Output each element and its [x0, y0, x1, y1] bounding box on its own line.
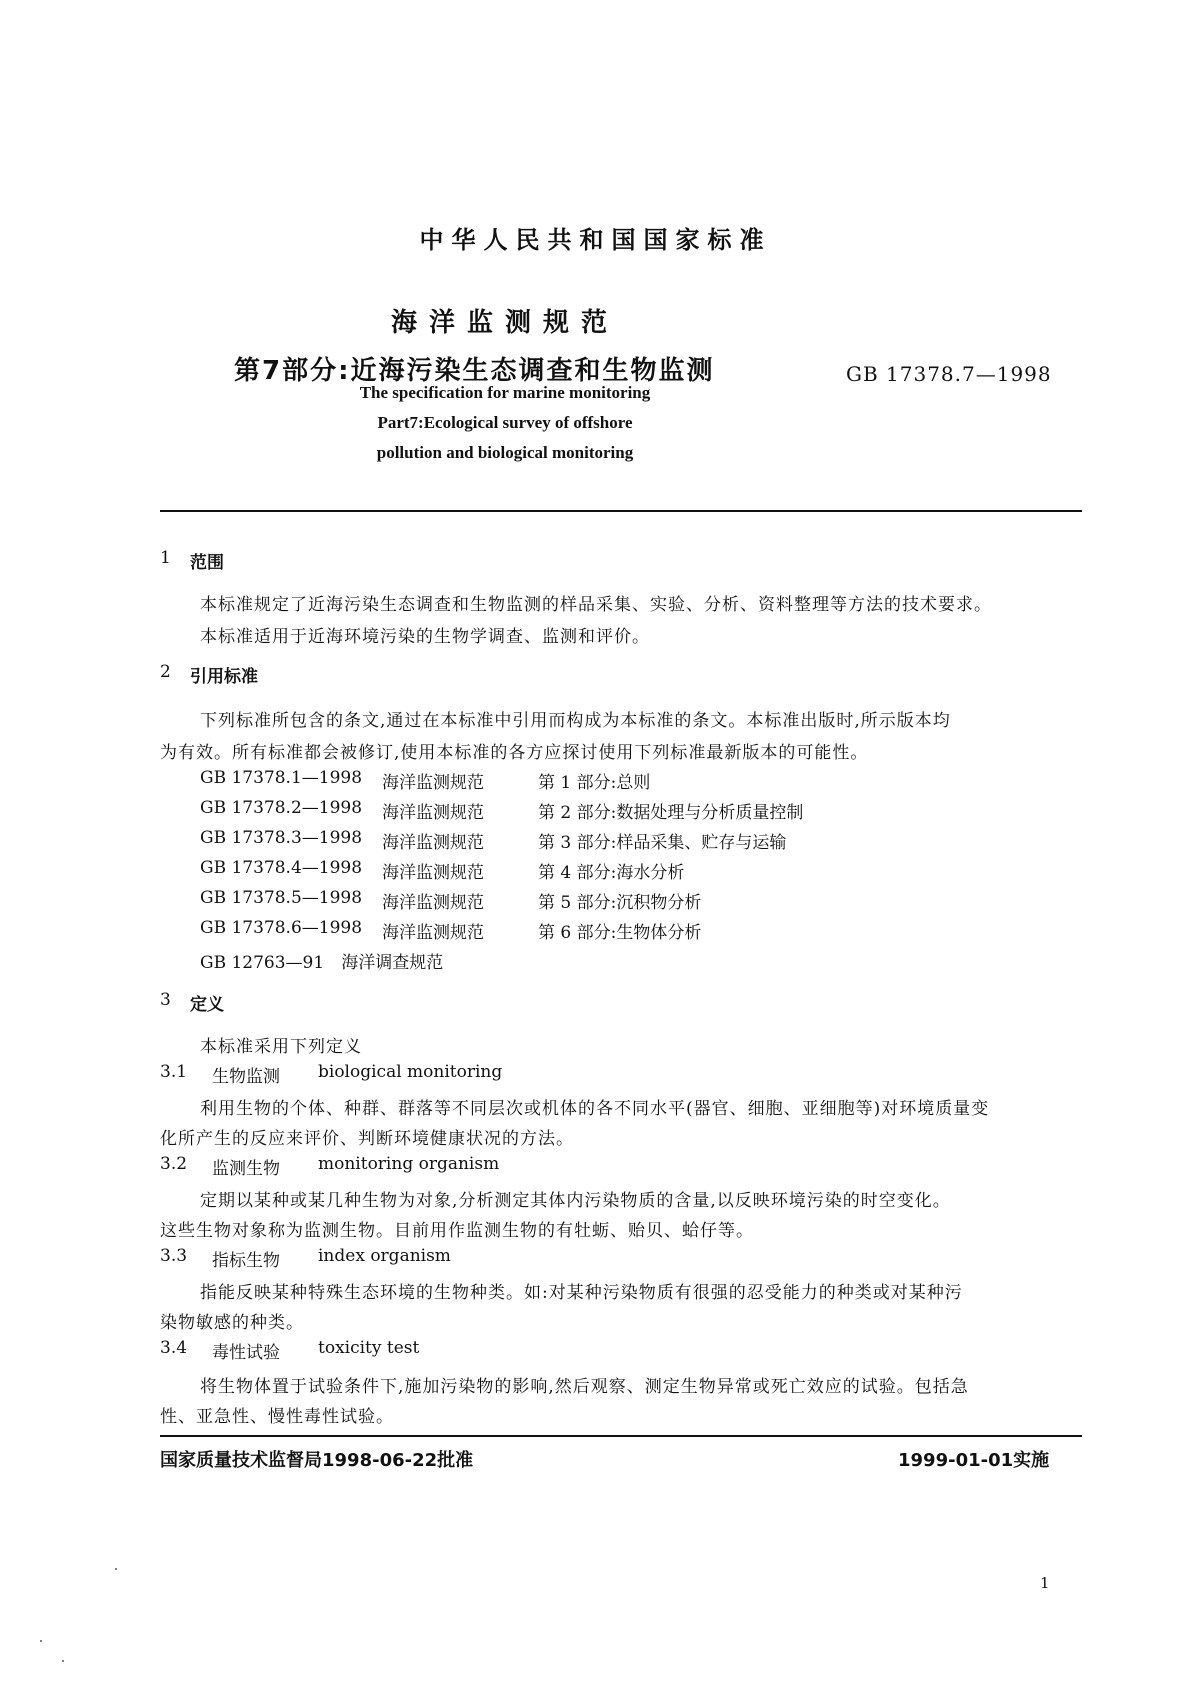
definition-number: 3.2 [160, 1154, 188, 1174]
paragraph: 定期以某种或某几种生物为对象,分析测定其体内污染物质的含量,以反映环境污染的时空变化。 [200, 1191, 951, 1211]
scan-speck [40, 1640, 42, 1642]
paragraph: 本标准采用下列定义 [200, 1037, 362, 1057]
paragraph: 性、亚急性、慢性毒性试验。 [160, 1407, 394, 1427]
paragraph: 为有效。所有标准都会被修订,使用本标准的各方应探讨使用下列标准最新版本的可能性。 [160, 743, 869, 763]
footer-divider [160, 1435, 1082, 1437]
reference-name: 海洋监测规范 [382, 833, 484, 853]
section-title: 范围 [190, 553, 224, 573]
paragraph: 这些生物对象称为监测生物。目前用作监测生物的有牡蛎、贻贝、蛤仔等。 [160, 1221, 754, 1241]
document-title-line2: 第7部分:近海污染生态调查和生物监测 [234, 356, 715, 386]
reference-code: GB 17378.5—1998 [200, 888, 363, 908]
section-number: 1 [160, 548, 171, 568]
reference-last: GB 12763—91 海洋调查规范 [200, 953, 444, 973]
reference-part: 第 5 部分:沉积物分析 [538, 893, 702, 913]
section-number: 2 [160, 662, 171, 682]
definition-term: 监测生物 [212, 1159, 280, 1179]
document-title-line1: 海洋监测规范 [390, 308, 619, 338]
reference-code: GB 17378.3—1998 [200, 828, 363, 848]
reference-name: 海洋监测规范 [382, 893, 484, 913]
definition-term: 毒性试验 [212, 1343, 280, 1363]
section-title: 定义 [190, 995, 224, 1015]
definition-number: 3.4 [160, 1338, 188, 1358]
reference-part: 第 6 部分:生物体分析 [538, 923, 702, 943]
reference-code: GB 17378.4—1998 [200, 858, 363, 878]
reference-part: 第 1 部分:总则 [538, 773, 651, 793]
paragraph: 本标准适用于近海环境污染的生物学调查、监测和评价。 [200, 627, 650, 647]
definition-english: monitoring organism [318, 1154, 500, 1174]
reference-name: 海洋监测规范 [382, 923, 484, 943]
reference-part: 第 4 部分:海水分析 [538, 863, 685, 883]
national-standard-heading: 中华人民共和国国家标准 [419, 226, 772, 254]
definition-term: 生物监测 [212, 1067, 280, 1087]
reference-name: 海洋监测规范 [382, 863, 484, 883]
reference-code: GB 17378.6—1998 [200, 918, 363, 938]
english-title-line3: pollution and biological monitoring [376, 443, 634, 462]
english-title-line1: The specification for marine monitoring [359, 383, 651, 402]
paragraph: 染物敏感的种类。 [160, 1313, 304, 1333]
reference-part: 第 2 部分:数据处理与分析质量控制 [538, 803, 804, 823]
header-divider [160, 510, 1082, 512]
approval-date: 国家质量技术监督局1998-06-22批准 [160, 1450, 474, 1471]
definition-english: biological monitoring [318, 1062, 503, 1082]
paragraph: 化所产生的反应来评价、判断环境健康状况的方法。 [160, 1129, 574, 1149]
reference-part: 第 3 部分:样品采集、贮存与运输 [538, 833, 787, 853]
paragraph: 下列标准所包含的条文,通过在本标准中引用而构成为本标准的条文。本标准出版时,所示版本均 [200, 711, 951, 731]
scan-speck [115, 1568, 117, 1570]
section-number: 3 [160, 990, 171, 1010]
reference-code: GB 17378.1—1998 [200, 768, 363, 788]
paragraph: 将生物体置于试验条件下,施加污染物的影响,然后观察、测定生物异常或死亡效应的试验。包括急 [200, 1377, 969, 1397]
definition-number: 3.3 [160, 1246, 188, 1266]
reference-code: GB 17378.2—1998 [200, 798, 363, 818]
implementation-date: 1999-01-01实施 [898, 1450, 1050, 1471]
paragraph: 利用生物的个体、种群、群落等不同层次或机体的各不同水平(器官、细胞、亚细胞等)对环境质量变 [200, 1099, 990, 1119]
section-title: 引用标准 [190, 667, 258, 687]
definition-english: index organism [318, 1246, 451, 1266]
scan-speck [62, 1660, 64, 1662]
reference-name: 海洋监测规范 [382, 803, 484, 823]
reference-name: 海洋监测规范 [382, 773, 484, 793]
definition-term: 指标生物 [212, 1251, 280, 1271]
page-number: 1 [1040, 1574, 1050, 1592]
paragraph: 本标准规定了近海污染生态调查和生物监测的样品采集、实验、分析、资料整理等方法的技术要求。 [200, 595, 992, 615]
standard-number: GB 17378.7—1998 [846, 362, 1052, 386]
definition-english: toxicity test [318, 1338, 420, 1358]
english-title-line2: Part7:Ecological survey of offshore [377, 413, 633, 432]
definition-number: 3.1 [160, 1062, 188, 1082]
paragraph: 指能反映某种特殊生态环境的生物种类。如:对某种污染物质有很强的忍受能力的种类或对某种污 [200, 1283, 963, 1303]
